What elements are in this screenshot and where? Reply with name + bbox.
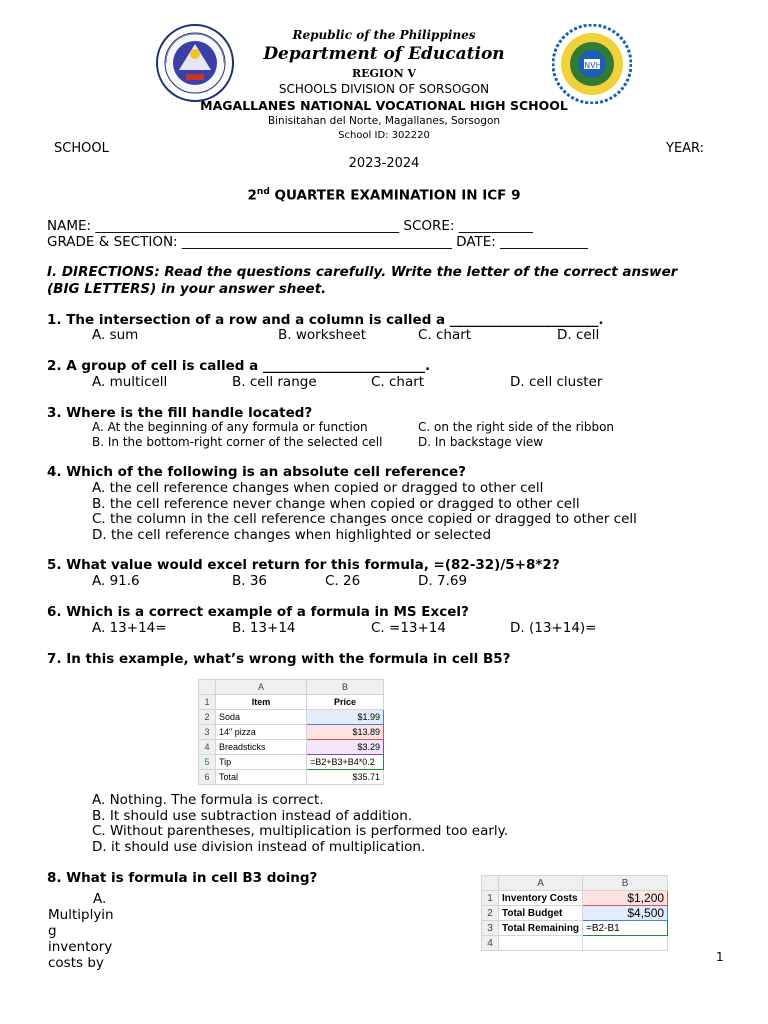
- cell-a2: Soda: [216, 710, 307, 725]
- cell-b6: $35.71: [307, 770, 384, 785]
- row-number: 2: [199, 710, 216, 725]
- school-name: MAGALLANES NATIONAL VOCATIONAL HIGH SCHOOL: [200, 98, 568, 113]
- row-number: 6: [199, 770, 216, 785]
- cell-a4: Breadsticks: [216, 740, 307, 755]
- question-2: 2. A group of cell is called a ________________________.: [47, 358, 431, 374]
- q4-option-b: B. the cell reference never change when copied or dragged to other cell: [92, 496, 580, 512]
- q8-option-a-line: Multiplyin: [48, 907, 114, 923]
- sheet-row: [199, 740, 384, 755]
- directions-line-2: (BIG LETTERS) in your answer sheet.: [47, 281, 327, 297]
- question-7: 7. In this example, what’s wrong with the formula in cell B5?: [47, 651, 511, 667]
- republic-line: Republic of the Philippines: [292, 28, 476, 42]
- q6-option-b: B. 13+14: [232, 620, 296, 636]
- row-number: 2: [482, 906, 499, 921]
- sheet-row: [199, 755, 384, 770]
- exam-title-num: 2: [247, 187, 257, 204]
- cell-a1: Item: [216, 695, 307, 710]
- school-label: SCHOOL: [54, 141, 109, 156]
- question-5: 5. What value would excel return for this formula, =(82-32)/5+8*2?: [47, 557, 560, 573]
- svg-text:MNVHS: MNVHS: [577, 61, 607, 70]
- q7-option-a: A. Nothing. The formula is correct.: [92, 792, 324, 808]
- row-number: 4: [199, 740, 216, 755]
- q8-option-a-line: A.: [93, 891, 107, 907]
- cell-b1: Price: [307, 695, 384, 710]
- q2-option-c: C. chart: [371, 374, 425, 390]
- q1-option-c: C. chart: [418, 327, 472, 343]
- q6-option-d: D. (13+14)=: [510, 620, 597, 636]
- q2-option-a: A. multicell: [92, 374, 168, 390]
- row-number: 1: [482, 891, 499, 906]
- cell-a5: Tip: [216, 755, 307, 770]
- school-year: 2023-2024: [348, 156, 420, 171]
- q4-option-d: D. the cell reference changes when highlighted or selected: [92, 527, 492, 543]
- q3-option-a: A. At the beginning of any formula or function: [92, 420, 368, 434]
- exam-title: [0, 187, 768, 204]
- school-address: Binisitahan del Norte, Magallanes, Sorsogon: [267, 115, 501, 127]
- row-number: 4: [482, 936, 499, 951]
- q3-option-d: D. In backstage view: [418, 435, 544, 449]
- q1-option-b: B. worksheet: [278, 327, 367, 343]
- region-line: REGION V: [351, 67, 417, 80]
- row-number: 3: [482, 921, 499, 936]
- q6-option-a: A. 13+14=: [92, 620, 167, 636]
- sheet-row: [199, 725, 384, 740]
- exam-title-rest: QUARTER EXAMINATION IN ICF 9: [269, 187, 521, 204]
- column-header-b: B: [307, 680, 384, 695]
- question-3: 3. Where is the fill handle located?: [47, 405, 313, 421]
- q2-option-b: B. cell range: [232, 374, 317, 390]
- row-number: 5: [199, 755, 216, 770]
- q5-option-d: D. 7.69: [418, 573, 468, 589]
- q7-option-b: B. It should use subtraction instead of addition.: [92, 808, 413, 824]
- q3-option-b: B. In the bottom-right corner of the selected cell: [92, 435, 383, 449]
- cell-b2: $1.99: [307, 710, 384, 725]
- q4-option-a: A. the cell reference changes when copied or dragged to other cell: [92, 480, 544, 496]
- row-number: 1: [199, 695, 216, 710]
- q8-option-a-line: costs by: [48, 955, 104, 971]
- q4-option-c: C. the column in the cell reference changes once copied or dragged to other cell: [92, 511, 637, 527]
- q5-option-a: A. 91.6: [92, 573, 140, 589]
- q6-option-c: C. =13+14: [371, 620, 446, 636]
- cell-a3: Total Remaining: [499, 921, 583, 936]
- cell-b4: $3.29: [307, 740, 384, 755]
- school-id: School ID: 302220: [338, 130, 430, 141]
- cell-a3: 14" pizza: [216, 725, 307, 740]
- sheet-row: [199, 710, 384, 725]
- q8-option-a-line: inventory: [48, 939, 113, 955]
- sheet-row: [482, 891, 668, 906]
- cell-b5: =B2+B3+B4*0.2: [307, 755, 384, 770]
- cell-b4: [583, 936, 668, 951]
- department-line: Department of Education: [263, 44, 505, 64]
- corner-cell: [482, 876, 499, 891]
- question-4: 4. Which of the following is an absolute cell reference?: [47, 464, 466, 480]
- question-6: 6. Which is a correct example of a formula in MS Excel?: [47, 604, 469, 620]
- cell-a6: Total: [216, 770, 307, 785]
- q7-option-c: C. Without parentheses, multiplication is performed too early.: [92, 823, 509, 839]
- column-header-a: A: [499, 876, 583, 891]
- cell-b3: $13.89: [307, 725, 384, 740]
- question-8: 8. What is formula in cell B3 doing?: [47, 870, 318, 886]
- q8-option-a-line: g: [48, 923, 57, 939]
- q7-option-d: D. it should use division instead of multiplication.: [92, 839, 426, 855]
- corner-cell: [199, 680, 216, 695]
- q5-option-c: C. 26: [325, 573, 361, 589]
- question-1: 1. The intersection of a row and a column is called a ______________________.: [47, 312, 604, 328]
- sheet-row: [199, 770, 384, 785]
- cell-b2: $4,500: [583, 906, 668, 921]
- q8-option-a: [48, 891, 128, 971]
- row-number: 3: [199, 725, 216, 740]
- division-line: SCHOOLS DIVISION OF SORSOGON: [278, 82, 490, 96]
- sheet-row: [199, 695, 384, 710]
- cell-b1: $1,200: [583, 891, 668, 906]
- q2-option-d: D. cell cluster: [510, 374, 603, 390]
- directions-line-1: I. DIRECTIONS: Read the questions carefully. Write the letter of the correct answer: [47, 264, 678, 280]
- cell-b3: =B2-B1: [583, 921, 668, 936]
- q5-option-b: B. 36: [232, 573, 268, 589]
- grade-date-line: GRADE & SECTION: ________________________________________ DATE: _____________: [47, 234, 588, 250]
- page-number: 1: [716, 950, 724, 964]
- cell-a1: Inventory Costs: [499, 891, 583, 906]
- sheet-row: [482, 906, 668, 921]
- sheet-row: [482, 921, 668, 936]
- q1-option-a: A. sum: [92, 327, 139, 343]
- name-score-line: NAME: _____________________________________________ SCORE: ___________: [47, 218, 534, 234]
- spreadsheet-q8: [481, 875, 668, 951]
- exam-title-sup: nd: [256, 187, 270, 197]
- column-header-a: A: [216, 680, 307, 695]
- spreadsheet-q7: [198, 679, 384, 785]
- column-header-b: B: [583, 876, 668, 891]
- cell-a4: [499, 936, 583, 951]
- cell-a2: Total Budget: [499, 906, 583, 921]
- q3-option-c: C. on the right side of the ribbon: [418, 420, 615, 434]
- q1-option-d: D. cell: [557, 327, 600, 343]
- sheet-row: [482, 936, 668, 951]
- year-label: YEAR:: [666, 141, 705, 156]
